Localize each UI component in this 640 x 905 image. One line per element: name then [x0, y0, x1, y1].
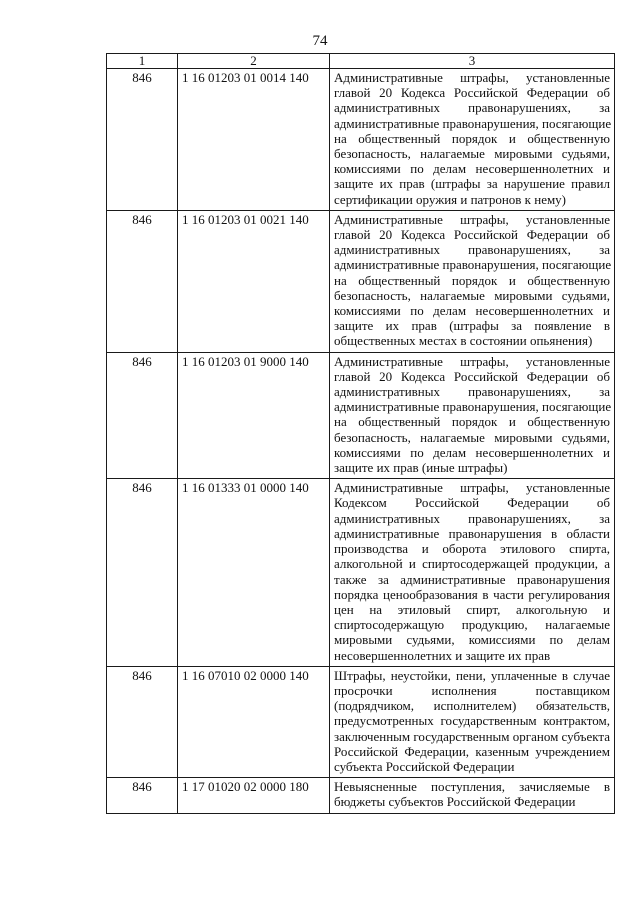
- description-cell: [330, 778, 615, 813]
- description-line: предусмотренных государственным контрактом,: [334, 713, 610, 729]
- revenue-code-cell: 1 16 01203 01 0021 140: [178, 210, 330, 352]
- description-line: порядка ценообразования в части регулирования: [334, 586, 610, 602]
- revenue-code-cell: 1 17 01020 02 0000 180: [178, 778, 330, 813]
- description-line: административных правонарушениях, за: [334, 510, 610, 526]
- description-line: общественных местах в состоянии опьянения): [334, 333, 593, 349]
- description-line: Кодексом Российской Федерации об: [334, 495, 610, 511]
- description-line: бюджеты субъектов Российской Федерации: [334, 794, 576, 810]
- description-line: административные правонарушения, посягающие: [334, 115, 612, 131]
- description-line: безопасность, налагаемые мировыми судьями,: [334, 429, 610, 445]
- table-row: [107, 69, 615, 211]
- description-line: алкогольной и спиртосодержащей продукции, а: [334, 556, 610, 572]
- column-header-1: 1: [107, 54, 178, 69]
- revenue-code-cell: 1 16 07010 02 0000 140: [178, 666, 330, 777]
- description-line: также за административные правонарушения: [334, 571, 610, 587]
- revenue-code-cell: 1 16 01203 01 0014 140: [178, 69, 330, 211]
- budget-codes-table: [106, 53, 615, 814]
- column-header-2: 2: [178, 54, 330, 69]
- description-line: Российской Федерации, казенным учреждением: [334, 743, 610, 759]
- description-line: административные правонарушения в области: [334, 525, 610, 541]
- description-line: защите их прав (штрафы за нарушение правил: [334, 176, 610, 192]
- description-line: несовершеннолетних и защите их прав: [334, 647, 551, 663]
- description-line: на общественный порядок и общественную: [334, 414, 610, 430]
- description-cell: [330, 352, 615, 479]
- description-line: административных правонарушениях, за: [334, 100, 610, 116]
- description-line: Административные штрафы, установленные: [334, 353, 610, 369]
- description-line: спиртосодержащую продукцию, налагаемые: [334, 617, 610, 633]
- description-line: заключенным государственным органом субъекта: [334, 728, 611, 744]
- description-line: Административные штрафы, установленные: [334, 70, 610, 85]
- description-line: безопасность, налагаемые мировыми судьями,: [334, 287, 610, 303]
- table-row: [107, 778, 615, 813]
- description-cell: [330, 210, 615, 352]
- administrator-code-cell: 846: [107, 778, 178, 813]
- description-line: главой 20 Кодекса Российской Федерации об: [334, 227, 610, 243]
- description-line: комиссиями по делам несовершеннолетних и: [334, 303, 610, 319]
- description-line: на общественный порядок и общественную: [334, 130, 610, 146]
- revenue-code-cell: 1 16 01333 01 0000 140: [178, 479, 330, 666]
- table-row: [107, 210, 615, 352]
- revenue-code-cell: 1 16 01203 01 9000 140: [178, 352, 330, 479]
- description-line: Штрафы, неустойки, пени, уплаченные в случае: [334, 667, 610, 683]
- table-row: [107, 666, 615, 777]
- table-row: [107, 479, 615, 666]
- description-cell: [330, 479, 615, 666]
- administrator-code-cell: 846: [107, 69, 178, 211]
- description-line: Административные штрафы, установленные: [334, 211, 610, 227]
- description-line: на общественный порядок и общественную: [334, 272, 610, 288]
- column-header-3: 3: [330, 54, 615, 69]
- page-number: 74: [312, 33, 328, 49]
- administrator-code-cell: 846: [107, 210, 178, 352]
- description-line: защите их прав (штрафы за появление в: [334, 318, 610, 334]
- description-line: сертификации оружия и патронов к нему): [334, 191, 567, 207]
- header-row: [107, 54, 615, 69]
- description-line: мировыми судьями, комиссиями по делам: [334, 632, 610, 648]
- description-line: Невыясненные поступления, зачисляемые в: [334, 779, 610, 795]
- description-line: главой 20 Кодекса Российской Федерации об: [334, 368, 610, 384]
- table-row: [107, 352, 615, 479]
- description-line: производства и оборота этилового спирта,: [334, 541, 610, 557]
- description-line: (подрядчиком, исполнителем) обязательств,: [334, 698, 610, 714]
- description-line: комиссиями по делам несовершеннолетних и: [334, 161, 610, 177]
- description-cell: [330, 69, 615, 211]
- description-line: комиссиями по делам несовершеннолетних и: [334, 444, 610, 460]
- description-line: административные правонарушения, посягающие: [334, 399, 612, 415]
- description-line: административные правонарушения, посягающие: [334, 257, 612, 273]
- administrator-code-cell: 846: [107, 352, 178, 479]
- administrator-code-cell: 846: [107, 666, 178, 777]
- description-line: просрочки исполнения поставщиком: [334, 682, 610, 698]
- description-line: безопасность, налагаемые мировыми судьями,: [334, 146, 610, 162]
- description-line: субъекта Российской Федерации: [334, 758, 515, 774]
- administrator-code-cell: 846: [107, 479, 178, 666]
- description-line: Административные штрафы, установленные: [334, 480, 610, 496]
- description-line: главой 20 Кодекса Российской Федерации об: [334, 85, 610, 101]
- description-cell: [330, 666, 615, 777]
- description-line: административных правонарушениях, за: [334, 242, 610, 258]
- description-line: цен на этиловый спирт, алкогольную и: [334, 601, 610, 617]
- description-line: защите их прав (иные штрафы): [334, 460, 508, 476]
- description-line: административных правонарушениях, за: [334, 384, 610, 400]
